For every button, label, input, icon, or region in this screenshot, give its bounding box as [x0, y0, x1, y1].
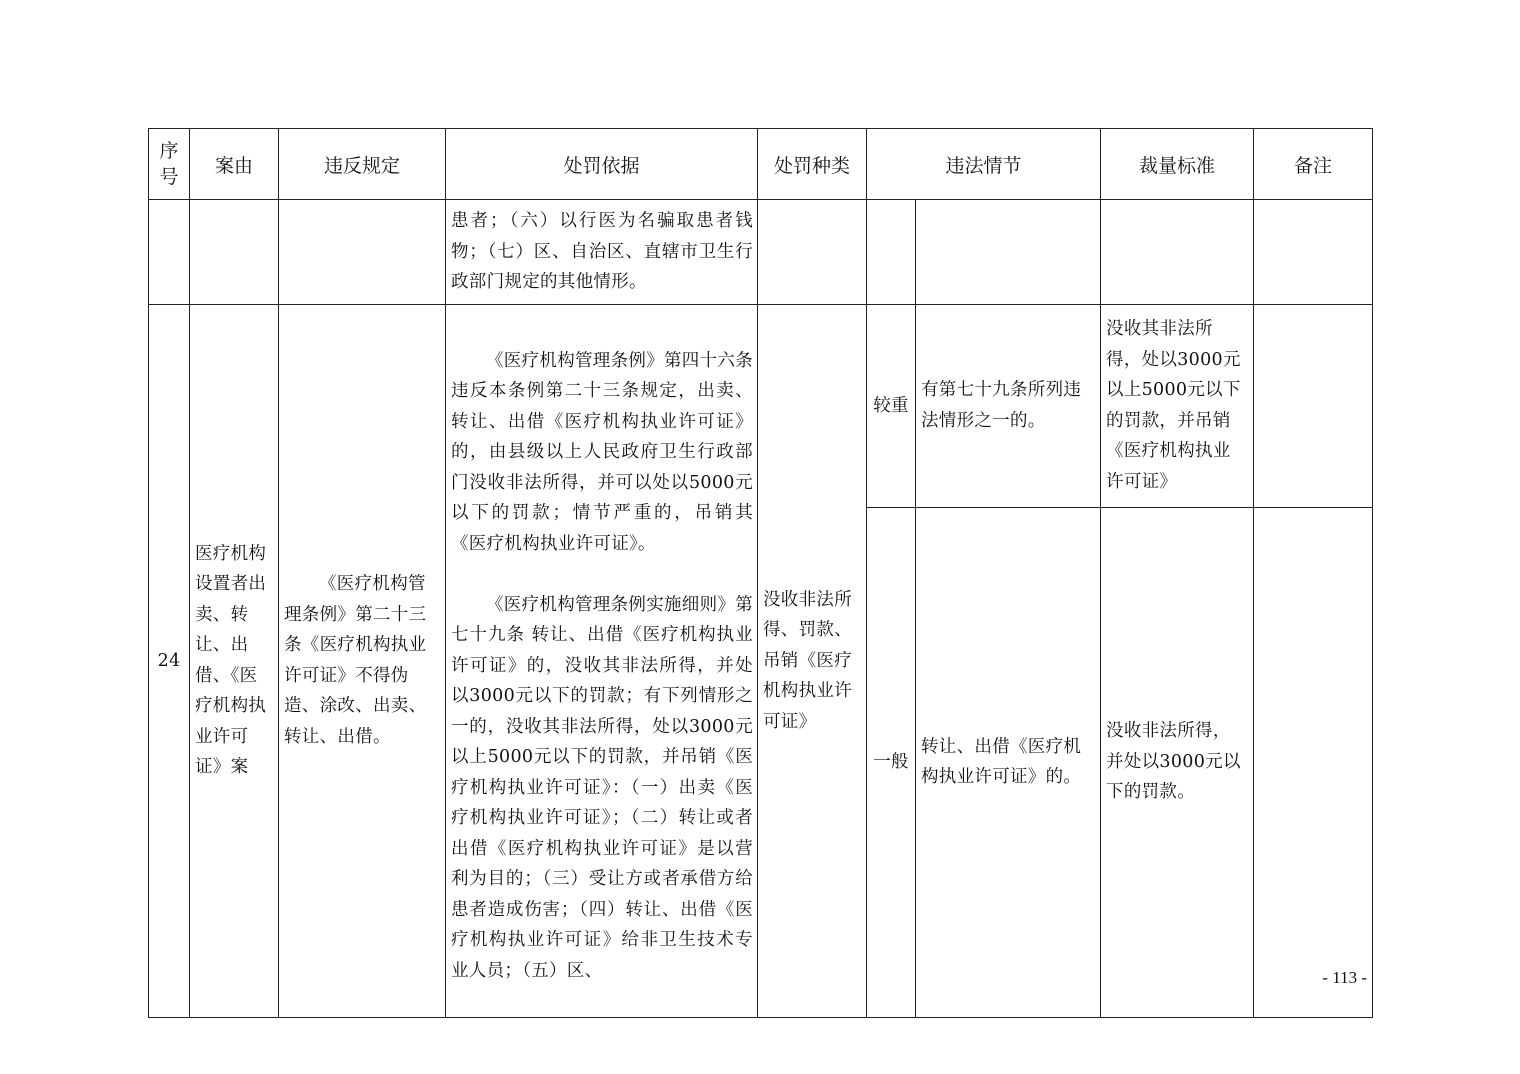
case-text: 医疗机构设置者出卖、转让、出借、《医疗机构执业许可证》案 — [195, 543, 267, 778]
row-24-type — [758, 305, 867, 1018]
basis-text — [446, 305, 757, 1017]
header-violation: 违反规定 — [279, 129, 446, 200]
continued-row — [149, 200, 1373, 305]
violation-text: 《医疗机构管理条例》第二十三条《医疗机构执业许可证》不得伪造、涂改、出卖、转让、出借。 — [284, 574, 427, 747]
level-general: 一般 — [867, 507, 916, 1017]
header-type: 处罚种类 — [758, 129, 867, 200]
cont-remark-cell — [1254, 200, 1373, 305]
cont-standard-cell — [1101, 200, 1254, 305]
cont-basis-cell — [446, 200, 758, 305]
header-row — [149, 129, 1373, 200]
header-seq: 序 号 — [149, 129, 190, 200]
cont-violation-cell — [279, 200, 446, 305]
header-circumstance: 违法情节 — [867, 129, 1101, 200]
row-24-basis — [446, 305, 758, 1018]
penalty-table — [148, 128, 1373, 1018]
header-remark: 备注 — [1254, 129, 1373, 200]
row-24-severe — [149, 305, 1373, 508]
basis-paragraph-2: 《医疗机构管理条例实施细则》第七十九条 转让、出借《医疗机构执业许可证》的，没收其非法所得，并处以3000元以下的罚款；有下列情形之一的，没收其非法所得，处以3000元以上5000元以下的罚款，并吊销《医疗机构执业许可证》：（一）出卖《医疗机构执业许可证》；（二）转让或者出借《医疗机构执业许可证》是以营利为目的；（三）受让方或者承借方给患者造成伤害；（四）转让、出借《医疗机构执业许可证》给非卫生技术专业人员；（五）区、 — [451, 594, 753, 981]
cont-basis-text: 患者；（六）以行医为名骗取患者钱物；（七）区、自治区、直辖市卫生行政部门规定的其他情形。 — [451, 211, 753, 293]
cont-case-cell — [190, 200, 279, 305]
row-24-case — [190, 305, 279, 1018]
row-24-seq: 24 — [149, 305, 190, 1018]
circumstance-general: 转让、出借《医疗机构执业许可证》的。 — [916, 507, 1101, 1017]
standard-severe: 没收其非法所得，处以3000元以上5000元以下的罚款，并吊销《医疗机构执业许可证》 — [1101, 305, 1254, 508]
cont-type-cell — [758, 200, 867, 305]
remark-severe — [1254, 305, 1373, 508]
cont-seq-cell — [149, 200, 190, 305]
type-text: 没收非法所得、罚款、吊销《医疗机构执业许可证》 — [763, 589, 852, 732]
header-basis: 处罚依据 — [446, 129, 758, 200]
row-24-violation — [279, 305, 446, 1018]
cont-level-cell — [867, 200, 916, 305]
circumstance-severe: 有第七十九条所列违法情形之一的。 — [916, 305, 1101, 508]
header-case: 案由 — [190, 129, 279, 200]
standard-general: 没收非法所得，并处以3000元以下的罚款。 — [1101, 507, 1254, 1017]
cont-circumstance-cell — [916, 200, 1101, 305]
remark-general — [1254, 507, 1373, 1017]
level-severe: 较重 — [867, 305, 916, 508]
basis-paragraph-1: 《医疗机构管理条例》第四十六条 违反本条例第二十三条规定，出卖、转让、出借《医疗机构执业许可证》的，由县级以上人民政府卫生行政部门没收非法所得，并可以处以5000元以下的罚款；情节严重的，吊销其《医疗机构执业许可证》。 — [451, 350, 753, 554]
page-number: - 113 - — [1322, 968, 1367, 987]
header-standard: 裁量标准 — [1101, 129, 1254, 200]
